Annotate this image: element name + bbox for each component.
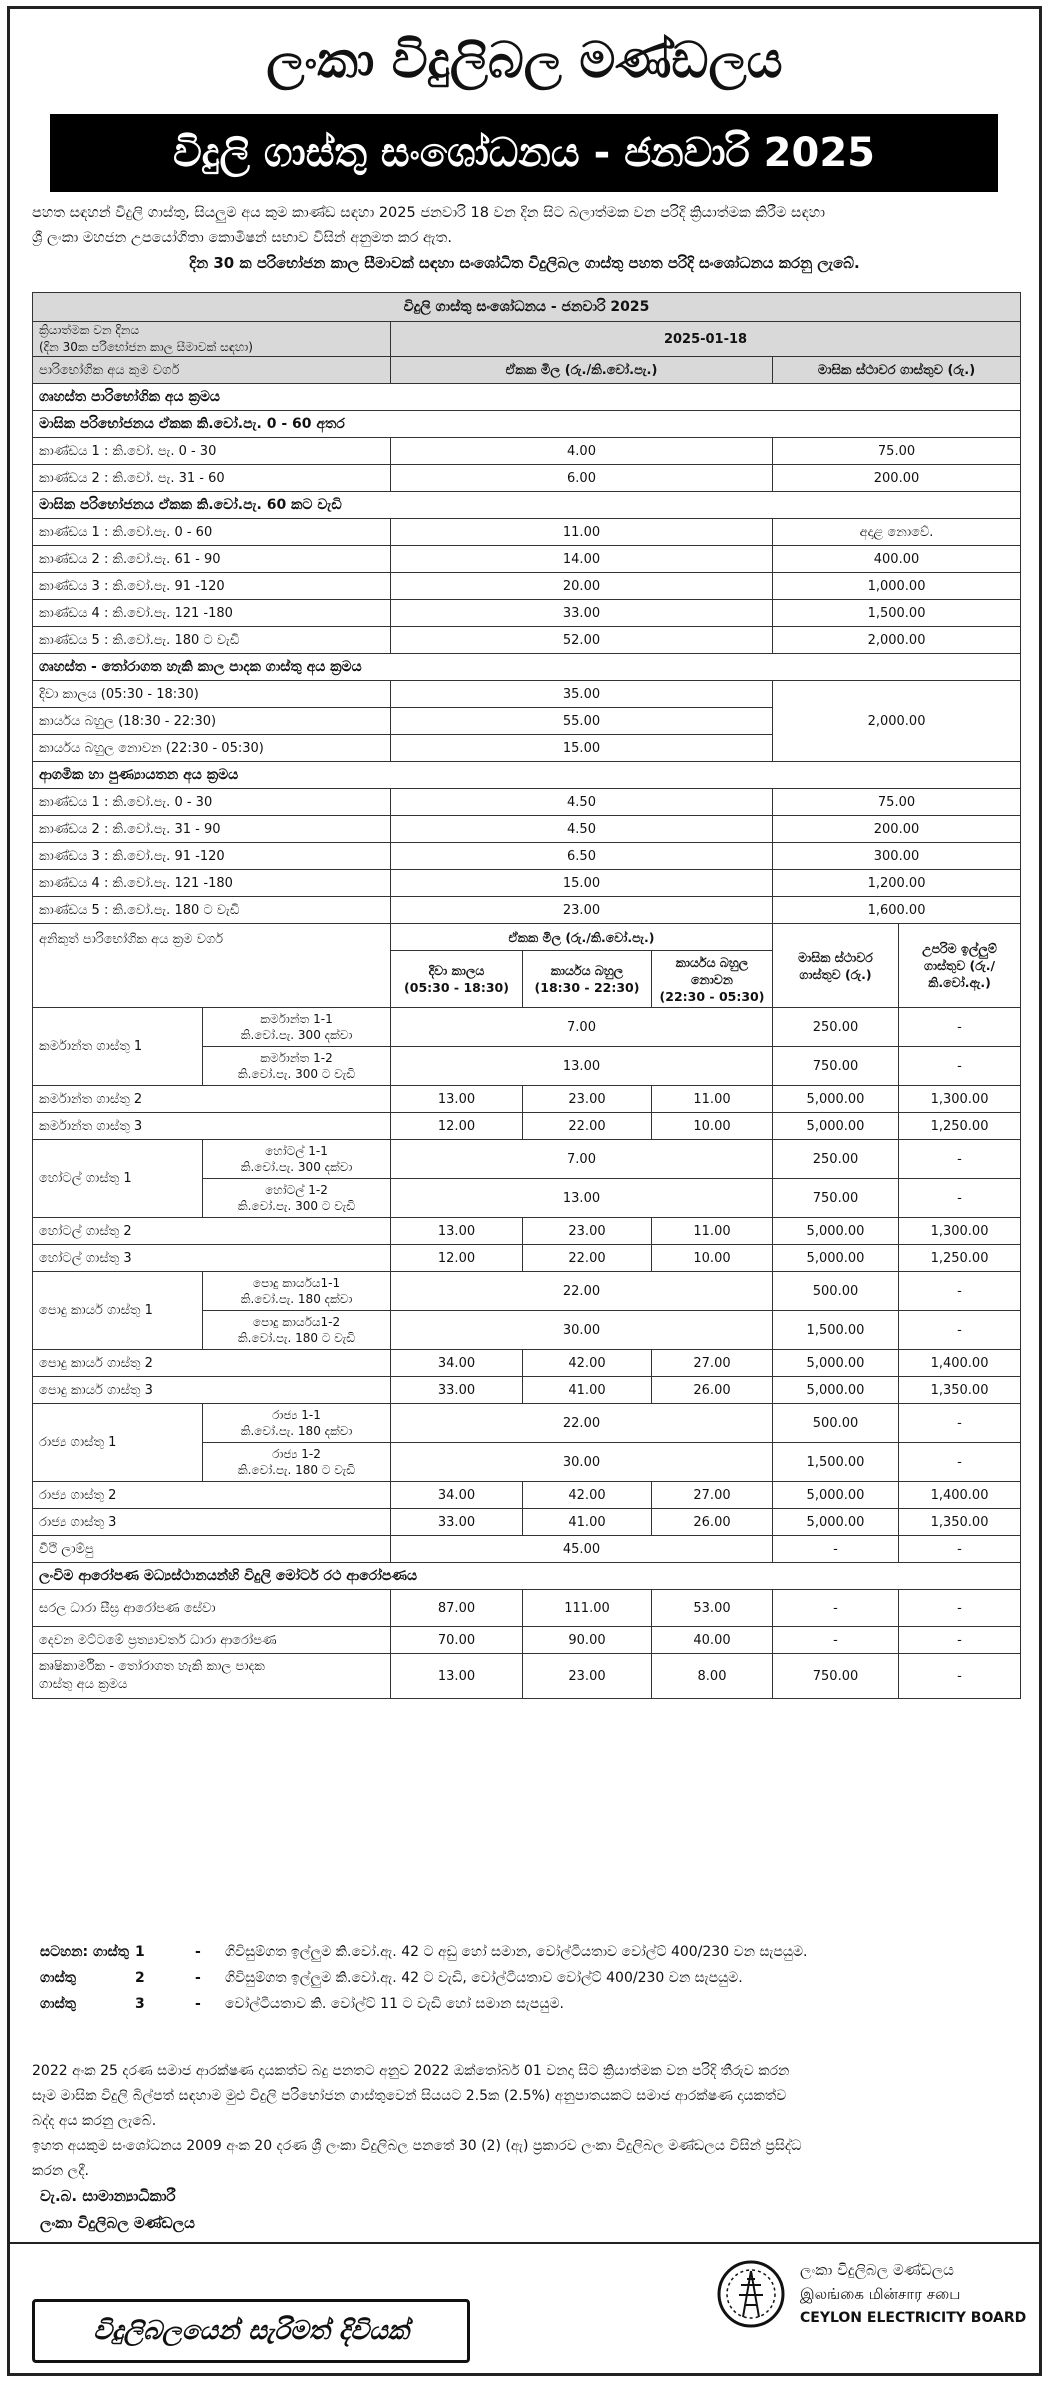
section-row (33, 384, 1021, 411)
table-title-row (33, 293, 1021, 322)
table-cell: 15.00 (391, 735, 773, 762)
max-demand-header (899, 924, 1021, 1008)
table-cell: (05:30 - 18:30) (404, 980, 509, 995)
table-cell: 750.00 (773, 1654, 899, 1699)
divider (10, 2242, 1039, 2244)
intro-line-1: පහත සඳහන් විදුලි ගාස්තු, සියලුම අය කුම කාණ්ඩ සඳහා 2025 ජනවාරි 18 වන දින සිට බලාත්මක වන පරිදි ක්‍රියාත්මක කිරීම සඳහා (32, 205, 825, 221)
table-cell: 70.00 (391, 1627, 523, 1654)
table-cell: 750.00 (773, 1179, 899, 1218)
table-cell: 27.00 (652, 1482, 773, 1509)
table-row (33, 1008, 1021, 1047)
table-cell: 15.00 (391, 870, 773, 897)
table-cell: කර්මාන්ත ගාස්තු 1 (33, 1008, 203, 1086)
table-cell (203, 1140, 391, 1179)
table-cell: 22.00 (391, 1404, 773, 1443)
table-cell: - (899, 1536, 1021, 1563)
section-row (33, 762, 1021, 789)
table-cell (203, 1047, 391, 1086)
table-cell: 41.00 (523, 1377, 652, 1404)
table-cell: කරන ලදී. (32, 2163, 89, 2179)
table-cell: කාණ්ඩය 3 : කි.වෝ.පැ. 91 -120 (33, 573, 391, 600)
table-cell: 26.00 (652, 1377, 773, 1404)
section-row (33, 411, 1021, 438)
table-cell: 22.00 (523, 1245, 652, 1272)
table-cell: - (773, 1627, 899, 1654)
table-cell: පොදු කාර්ය ගාස්තු 1 (33, 1272, 203, 1350)
table-row (33, 843, 1021, 870)
peak-header (523, 951, 652, 1008)
table-cell: 1,400.00 (899, 1482, 1021, 1509)
table-cell: රාජ්‍ය 1-1 (272, 1408, 321, 1422)
effective-date-label (33, 322, 391, 357)
table-cell: 33.00 (391, 1509, 523, 1536)
table-cell (203, 1179, 391, 1218)
table-cell: 7.00 (391, 1140, 773, 1179)
table-cell: - (899, 1272, 1021, 1311)
table-cell: 26.00 (652, 1509, 773, 1536)
table-cell: කි.වෝ.පැ. 300 දක්වා (240, 1028, 353, 1042)
slogan-box: විදුලිබලයෙන් සැරිමත් දිවියක් (32, 2299, 470, 2363)
table-cell (203, 1443, 391, 1482)
table-cell: ගාස්තුව (රු./ (924, 958, 996, 973)
title-banner: විදුලි ගාස්තු සංශෝධනය - ජනවාරි 2025 (50, 114, 998, 192)
table-cell: (22:30 - 05:30) (659, 988, 765, 1004)
table-cell: 1 (135, 1944, 145, 1960)
table-cell: 23.00 (523, 1654, 652, 1699)
table-cell: කාර්යය බහුල නොවන (22:30 - 05:30) (33, 735, 391, 762)
table-cell: 500.00 (773, 1272, 899, 1311)
table-cell: 1,350.00 (899, 1377, 1021, 1404)
table-cell: 22.00 (391, 1272, 773, 1311)
table-cell: 22.00 (523, 1113, 652, 1140)
table-cell: ගාස්තුව (රු.) (799, 966, 872, 982)
section-row (33, 492, 1021, 519)
table-cell: 11.00 (652, 1218, 773, 1245)
table-cell: 34.00 (391, 1482, 523, 1509)
table-row (33, 1509, 1021, 1536)
table-cell: බද්ද අය කරනු ලැබේ. (32, 2113, 157, 2129)
table-cell: හෝටල් 1-1 (265, 1144, 328, 1158)
table-row (33, 1627, 1021, 1654)
table-cell: ක්‍රියාත්මක වන දිනය (39, 323, 140, 337)
table-cell: - (899, 1627, 1021, 1654)
table-cell: ගාස්තු (40, 1970, 77, 1986)
table-cell: කාණ්ඩය 3 : කි.වෝ.පැ. 91 -120 (33, 843, 391, 870)
table-cell: කි.වෝ.ඇ.) (928, 975, 991, 990)
table-cell: සෑම මාසික විදුලි බිල්පත් සඳහාම මුළු විදුලි පරිභෝජන ගාස්තුවෙන් සියයට 2.5ක (2.5%) අනුපාතයකට සමාජ ආරක්ෂණ දායකත්ව (32, 2088, 787, 2104)
table-cell: කාණ්ඩය 2 : කි.වෝ.පැ. 31 - 90 (33, 816, 391, 843)
table-cell: 5,000.00 (773, 1509, 899, 1536)
table-cell: 1,250.00 (899, 1113, 1021, 1140)
table-cell: 27.00 (652, 1350, 773, 1377)
table-row (33, 1482, 1021, 1509)
table-cell: හෝටල් ගාස්තු 3 (33, 1245, 391, 1272)
table-cell: 750.00 (773, 1047, 899, 1086)
table-cell: උපරිම ඉල්ලුම් (922, 941, 997, 956)
table-cell: 5,000.00 (773, 1377, 899, 1404)
table-cell: 14.00 (391, 546, 773, 573)
table-cell: 20.00 (391, 573, 773, 600)
table-cell: නොවන (691, 971, 733, 987)
table-cell: ගිවිසුම්ගත ඉල්ලුම කි.වෝ.ඇ. 42 ට වැඩි, වෝල්ටීයතාව වෝල්ට් 400/230 වන සැපයුම. (225, 1970, 743, 1986)
table-cell: 250.00 (773, 1140, 899, 1179)
table-cell: පොදු කාර්යය1-2 (252, 1315, 341, 1329)
table-cell: - (899, 1654, 1021, 1699)
table-cell: රාජ්‍ය ගාස්තු 2 (33, 1482, 391, 1509)
unit-rate-header-2: ඒකක මිල (රු./කි.වෝ.පැ.) (391, 924, 773, 951)
table-cell: ගාස්තු අය ක්‍රමය (39, 1677, 128, 1692)
intro-line-3: දින 30 ක පරිභෝජන කාල සීමාවක් සඳහා සංශෝධිත විදුලිබල ගාස්තු පහත පරිදි සංශෝධනය කරනු ලැබේ. (189, 254, 860, 272)
table-cell: රාජ්‍ය 1-2 (272, 1447, 321, 1461)
table-cell: 13.00 (391, 1218, 523, 1245)
table-cell: 13.00 (391, 1086, 523, 1113)
table-cell: 34.00 (391, 1350, 523, 1377)
section-ev: ලංවිම ආරෝපණ මධ්‍යස්ථානයන්හි විදුලි මෝටර් රථ ආරෝපණය (33, 1563, 1021, 1590)
table-cell: 5,000.00 (773, 1086, 899, 1113)
table-cell: කාණ්ඩය 1 : කි.වෝ. පැ. 0 - 30 (33, 438, 391, 465)
table-cell: කි.වෝ.පැ. 180 දක්වා (240, 1292, 353, 1306)
table-cell: වෝල්ටීයතාව කි. වෝල්ට් 11 ට වැඩි හෝ සමාන සැපයුම. (225, 1996, 564, 2012)
table-cell: 5,000.00 (773, 1245, 899, 1272)
signatory-org: ලංකා විදුලිබල මණ්ඩලය (40, 2214, 195, 2232)
table-cell: කාණ්ඩය 2 : කි.වෝ.පැ. 61 - 90 (33, 546, 391, 573)
table-row (33, 789, 1021, 816)
note-1 (40, 1939, 808, 1965)
table-cell: 2,000.00 (773, 627, 1021, 654)
table-cell: කාණ්ඩය 2 : කි.වෝ. පැ. 31 - 60 (33, 465, 391, 492)
table-row (33, 1404, 1021, 1443)
table-row (33, 600, 1021, 627)
note-2 (40, 1965, 808, 1991)
table-cell: 10.00 (652, 1113, 773, 1140)
table-cell: කාණ්ඩය 5 : කි.වෝ.පැ. 180 ට වැඩි (33, 897, 391, 924)
ceb-logo-icon (716, 2259, 786, 2329)
table-cell: කර්මාන්ත 1-1 (260, 1012, 333, 1026)
board-title: ලංකා විදුලිබල මණ්ඩලය (266, 31, 783, 89)
table-cell: - (773, 1536, 899, 1563)
table-cell: කාර්යය බහුල (675, 954, 749, 970)
table-cell: කි.වෝ.පැ. 300 දක්වා (240, 1160, 353, 1174)
table-cell: 33.00 (391, 1377, 523, 1404)
table-row (33, 1218, 1021, 1245)
table-cell: කර්මාන්ත 1-2 (260, 1051, 333, 1065)
table-cell: 500.00 (773, 1404, 899, 1443)
table-cell: 35.00 (391, 681, 773, 708)
table-cell: 250.00 (773, 1008, 899, 1047)
table-cell: 75.00 (773, 438, 1021, 465)
table-row (33, 1590, 1021, 1627)
table-cell: 41.00 (523, 1509, 652, 1536)
table-cell: - (899, 1311, 1021, 1350)
section-religious: ආගමික හා පුණ්‍යායතන අය ක්‍රමය (33, 762, 1021, 789)
table-cell: 55.00 (391, 708, 773, 735)
table-cell: - (899, 1008, 1021, 1047)
table-cell: කි.වෝ.පැ. 180 ට වැඩි (237, 1463, 356, 1477)
table-cell: 2022 අංක 25 දරණ සමාජ ආරක්ෂණ දායකත්ව බදු පනතට අනුව 2022 ඔක්තෝබර් 01 වනදා සිට ක්‍රියාත්මක වන පරිදි තීරුව කරන (32, 2063, 790, 2079)
table-cell: සරල ධාරා සීඝ්‍ර ආරෝපණ සේවා (33, 1590, 391, 1627)
table-cell: ඉහත අයකුම සංශෝධනය 2009 අංක 20 දරණ ශ්‍රී ලංකා විදුලිබල පනතේ 30 (2) (ඇ) ප්‍රකාරව ලංකා විදුලිබල මණ්ඩලය විසින් ප්‍රසිද්ධ (32, 2138, 802, 2154)
table-row (33, 465, 1021, 492)
table-cell: 400.00 (773, 546, 1021, 573)
table-cell: කාණ්ඩය 4 : කි.වෝ.පැ. 121 -180 (33, 870, 391, 897)
notes (40, 1939, 808, 2017)
table-cell: - (899, 1047, 1021, 1086)
table-cell: පොදු කාර්යය1-1 (252, 1276, 341, 1290)
table-cell: වීථි ලාම්පු (33, 1536, 391, 1563)
table-cell (203, 1272, 391, 1311)
tou-fixed-charge: 2,000.00 (773, 681, 1021, 762)
table-cell: පොදු කාර්ය ගාස්තු 3 (33, 1377, 391, 1404)
board-name (800, 2258, 1026, 2330)
table-cell: - (195, 1996, 201, 2012)
table-row (33, 1654, 1021, 1699)
table-row (33, 681, 1021, 708)
table-row (33, 897, 1021, 924)
table-cell: පොදු කාර්ය ගාස්තු 2 (33, 1350, 391, 1377)
table-cell: කි.වෝ.පැ. 300 ට වැඩි (237, 1067, 356, 1081)
table-cell: 4.50 (391, 816, 773, 843)
table-cell (203, 1008, 391, 1047)
monthly-fixed-header (773, 924, 899, 1008)
table-cell: රාජ්‍ය ගාස්තු 3 (33, 1509, 391, 1536)
table-cell: - (773, 1590, 899, 1627)
table-cell: 11.00 (652, 1086, 773, 1113)
table-cell: 13.00 (391, 1179, 773, 1218)
other-categories-label: අනිකුත් පාරිභෝගික අය ක්‍රම වර්ග (33, 924, 391, 1008)
tariff-notice (7, 6, 1042, 2376)
table-cell: 90.00 (523, 1627, 652, 1654)
table-cell: - (899, 1590, 1021, 1627)
table-cell: 12.00 (391, 1113, 523, 1140)
table-cell: 40.00 (652, 1627, 773, 1654)
tariff-table (32, 292, 1021, 1699)
table-cell: 200.00 (773, 465, 1021, 492)
table-row (33, 1245, 1021, 1272)
table-cell: 53.00 (652, 1590, 773, 1627)
table-cell: 13.00 (391, 1654, 523, 1699)
table-row (33, 1377, 1021, 1404)
section-tou: ගෘහස්ත - තෝරාගත හැකි කාල පාදක ගාස්තු අය ක්‍රමය (33, 654, 1021, 681)
table-cell: - (195, 1970, 201, 1986)
table-row (33, 546, 1021, 573)
table-row (33, 1350, 1021, 1377)
table-cell: කාණ්ඩය 5 : කි.වෝ.පැ. 180 ට වැඩි (33, 627, 391, 654)
subsection-60-plus: මාසික පරිභෝජනය ඒකක කි.වෝ.පැ. 60 කට වැඩි (33, 492, 1021, 519)
section-domestic: ගෘහස්ත පාරිභෝගික අය ක්‍රමය (33, 384, 1021, 411)
table-cell (203, 1404, 391, 1443)
note-3 (40, 1991, 808, 2017)
table-cell: කාර්යය බහුල (18:30 - 22:30) (33, 708, 391, 735)
section-row (33, 654, 1021, 681)
table-cell: 300.00 (773, 843, 1021, 870)
table-cell: 52.00 (391, 627, 773, 654)
table-cell: කෘෂිකාර්මික - තෝරාගත හැකි කාල පාදක (39, 1659, 265, 1674)
offpeak-header (652, 951, 773, 1008)
table-cell: ගිවිසුම්ගත ඉල්ලුම කි.වෝ.ඇ. 42 ට අඩු හෝ සමාන, වෝල්ටීයතාව වෝල්ට් 400/230 වන සැපයුම. (225, 1944, 808, 1960)
table-cell: 5,000.00 (773, 1218, 899, 1245)
table-cell: 30.00 (391, 1311, 773, 1350)
table-cell: 1,250.00 (899, 1245, 1021, 1272)
table-cell: හෝටල් ගාස්තු 1 (33, 1140, 203, 1218)
table-row (33, 627, 1021, 654)
table-cell: 1,350.00 (899, 1509, 1021, 1536)
table-cell: 13.00 (391, 1047, 773, 1086)
category-label: පාරිභෝගික අය කුම වර්ග (33, 357, 391, 384)
table-cell: 5,000.00 (773, 1482, 899, 1509)
table-cell: 75.00 (773, 789, 1021, 816)
section-row (33, 1563, 1021, 1590)
table-cell: - (899, 1443, 1021, 1482)
intro-text (32, 201, 1017, 276)
table-cell: හෝටල් ගාස්තු 2 (33, 1218, 391, 1245)
table-cell: මාසික ස්ථාවර (798, 949, 873, 965)
table-cell: 5,000.00 (773, 1350, 899, 1377)
table-cell: (18:30 - 22:30) (534, 980, 640, 995)
table-row (33, 816, 1021, 843)
table-cell: 1,500.00 (773, 600, 1021, 627)
unit-rate-header: ඒකක මිල (රු./කි.වෝ.පැ.) (391, 357, 773, 384)
table-cell: කර්මාන්ත ගාස්තු 3 (33, 1113, 391, 1140)
table-cell: සටහන: ගාස්තු (40, 1944, 130, 1960)
table-row (33, 1536, 1021, 1563)
table-cell: අදාළ නොවේ. (773, 519, 1021, 546)
table-cell: 87.00 (391, 1590, 523, 1627)
other-header-row (33, 924, 1021, 951)
table-row (33, 322, 1021, 357)
table-cell: 23.00 (391, 897, 773, 924)
table-cell: දිවා කාලය (428, 963, 485, 978)
table-title: විදුලි ගාස්තු සංශෝධනය - ජනවාරි 2025 (33, 293, 1021, 322)
table-cell: 10.00 (652, 1245, 773, 1272)
table-cell: 1,400.00 (899, 1350, 1021, 1377)
table-cell: - (899, 1179, 1021, 1218)
table-row (33, 357, 1021, 384)
table-cell: ගාස්තු (40, 1996, 77, 2012)
table-cell: 42.00 (523, 1350, 652, 1377)
footer-text (32, 2059, 1017, 2184)
table-cell: 3 (135, 1996, 145, 2012)
table-cell: දිවා කාලය (05:30 - 18:30) (33, 681, 391, 708)
table-row (33, 573, 1021, 600)
effective-date: 2025-01-18 (391, 322, 1021, 357)
table-cell: කාර්යය බහුල (550, 963, 624, 978)
table-cell: 6.00 (391, 465, 773, 492)
table-cell: 30.00 (391, 1443, 773, 1482)
table-cell: 6.50 (391, 843, 773, 870)
table-cell: කි.වෝ.පැ. 300 ට වැඩි (237, 1199, 356, 1213)
table-cell: 1,500.00 (773, 1311, 899, 1350)
table-cell: 1,600.00 (773, 897, 1021, 924)
table-cell: 1,200.00 (773, 870, 1021, 897)
agri-label (33, 1654, 391, 1699)
table-cell (203, 1311, 391, 1350)
table-cell: 12.00 (391, 1245, 523, 1272)
table-cell: කාණ්ඩය 1 : කි.වෝ.පැ. 0 - 30 (33, 789, 391, 816)
table-cell: CEYLON ELECTRICITY BOARD (800, 2310, 1027, 2326)
table-cell: 4.00 (391, 438, 773, 465)
table-cell: හෝටල් 1-2 (265, 1183, 328, 1197)
table-cell: 8.00 (652, 1654, 773, 1699)
table-cell: 7.00 (391, 1008, 773, 1047)
table-cell: (දින 30ක පරිභෝජන කාල සීමාවක් සඳහා) (39, 340, 253, 354)
table-cell: - (899, 1140, 1021, 1179)
signatory-title: වැ.බ. සාමාන්‍යාධිකාරී (40, 2187, 176, 2205)
table-cell: දෙවන මට්ටමේ ප්‍රත්‍යාවර්ත ධාරා ආරෝපණ (33, 1627, 391, 1654)
subsection-0-60: මාසික පරිභෝජනය ඒකක කි.වෝ.පැ. 0 - 60 අතර (33, 411, 1021, 438)
table-row (33, 1086, 1021, 1113)
table-cell: 33.00 (391, 600, 773, 627)
fixed-charge-header: මාසික ස්ථාවර ගාස්තුව (රු.) (773, 357, 1021, 384)
table-cell: කර්මාන්ත ගාස්තු 2 (33, 1086, 391, 1113)
table-row (33, 1272, 1021, 1311)
table-cell: இலங்கை மின்சார சபை (800, 2285, 961, 2303)
table-cell: කි.වෝ.පැ. 180 දක්වා (240, 1424, 353, 1438)
table-cell: 4.50 (391, 789, 773, 816)
table-cell: 11.00 (391, 519, 773, 546)
table-cell: කාණ්ඩය 1 : කි.වෝ.පැ. 0 - 60 (33, 519, 391, 546)
intro-line-2: ශ්‍රී ලංකා මහජන උපයෝගිතා කොමිෂන් සභාව විසින් අනුමත කර ඇත. (32, 230, 452, 246)
table-cell: 23.00 (523, 1218, 652, 1245)
table-row (33, 870, 1021, 897)
table-cell: - (195, 1944, 201, 1960)
table-row (33, 438, 1021, 465)
table-cell: ලංකා විදුලිබල මණ්ඩලය (800, 2261, 954, 2279)
table-cell: 1,300.00 (899, 1086, 1021, 1113)
table-row (33, 519, 1021, 546)
table-cell: කි.වෝ.පැ. 180 ට වැඩි (237, 1331, 356, 1345)
table-cell: 45.00 (391, 1536, 773, 1563)
table-cell: 1,000.00 (773, 573, 1021, 600)
table-cell: 1,300.00 (899, 1218, 1021, 1245)
table-cell: 5,000.00 (773, 1113, 899, 1140)
day-header (391, 951, 523, 1008)
table-cell: - (899, 1404, 1021, 1443)
table-cell: 111.00 (523, 1590, 652, 1627)
table-row (33, 1113, 1021, 1140)
signature-block (40, 2183, 195, 2237)
table-cell: 200.00 (773, 816, 1021, 843)
table-cell: 42.00 (523, 1482, 652, 1509)
table-cell: 2 (135, 1970, 145, 1986)
table-row (33, 1140, 1021, 1179)
table-cell: රාජ්‍ය ගාස්තු 1 (33, 1404, 203, 1482)
table-cell: කාණ්ඩය 4 : කි.වෝ.පැ. 121 -180 (33, 600, 391, 627)
table-cell: 23.00 (523, 1086, 652, 1113)
table-cell: 1,500.00 (773, 1443, 899, 1482)
